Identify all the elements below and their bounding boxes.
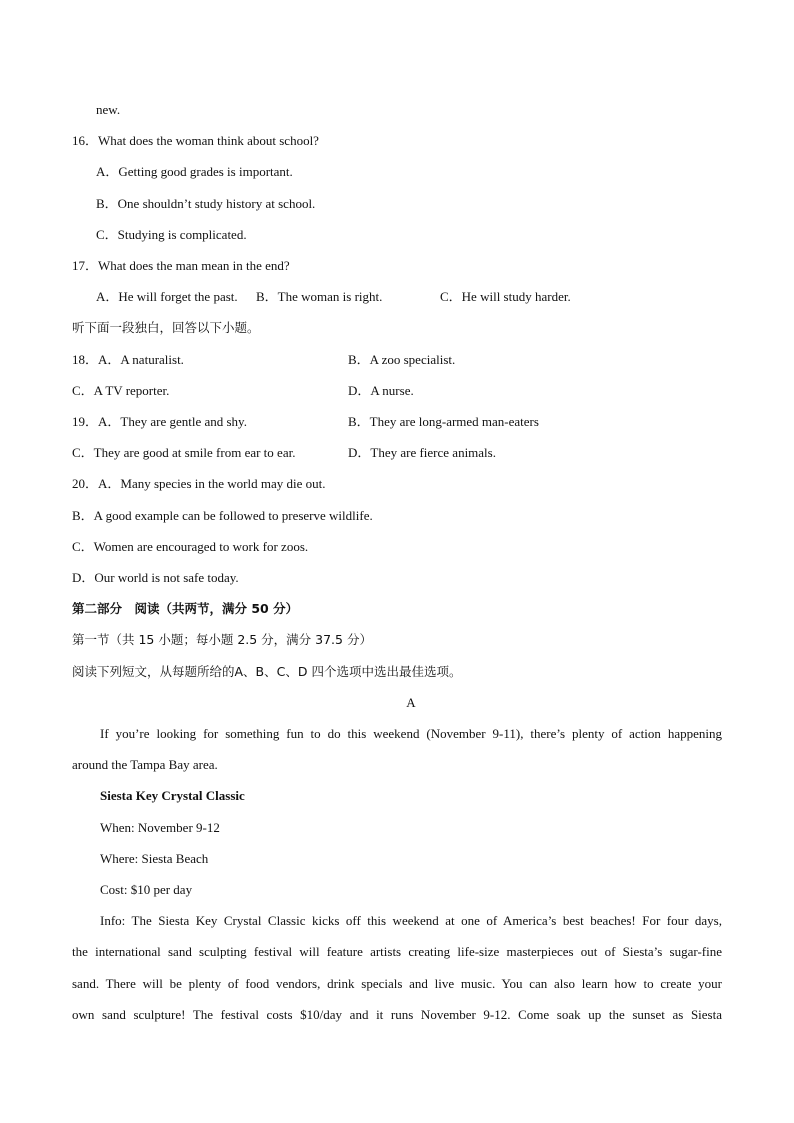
option-18c: C．A TV reporter.: [72, 383, 170, 398]
option-19c: C．They are good at smile from ear to ear.: [72, 445, 296, 460]
reading-instruction: 阅读下列短文，从每题所给的A、B、C、D 四个选项中选出最佳选项。: [72, 664, 462, 679]
paragraph-line: sand. There will be plenty of food vendors, drink specials and live music. You can also learn how to create your: [72, 976, 722, 991]
option-19a: 19．A．They are gentle and shy.: [72, 414, 247, 429]
part-heading: 第二部分 阅读（共两节，满分 50 分）: [72, 601, 299, 616]
option-17a: A．He will forget the past.: [96, 289, 238, 304]
option-19b: B．They are long-armed man-eaters: [348, 414, 539, 429]
option-20b: B．A good example can be followed to preserve wildlife.: [72, 508, 373, 523]
option-19d: D．They are fierce animals.: [348, 445, 496, 460]
section-heading: 第一节（共 15 小题；每小题 2.5 分，满分 37.5 分）: [72, 632, 372, 647]
event-title: Siesta Key Crystal Classic: [100, 788, 245, 803]
option-17b: B．The woman is right.: [256, 289, 383, 304]
option-20a: 20．A．Many species in the world may die out.: [72, 476, 326, 491]
option-18a: 18．A．A naturalist.: [72, 352, 184, 367]
event-cost: Cost: $10 per day: [100, 882, 193, 897]
paragraph-line: the international sand sculpting festival will feature artists creating life-size masterpieces out of Siesta’s sugar-fine: [72, 944, 722, 959]
option-16c: C．Studying is complicated.: [96, 227, 247, 242]
question-16: 16．What does the woman think about school?: [72, 133, 319, 148]
passage-label: A: [406, 695, 416, 710]
event-where: Where: Siesta Beach: [100, 851, 209, 866]
section-instruction: 听下面一段独白，回答以下小题。: [72, 320, 260, 335]
paragraph-line: own sand sculpture! The festival costs $10/day and it runs November 9-12. Come soak up the sunset as Siesta: [72, 1007, 722, 1022]
question-17: 17．What does the man mean in the end?: [72, 258, 290, 273]
event-when: When: November 9-12: [100, 820, 220, 835]
text-line: new.: [96, 102, 121, 117]
option-20d: D．Our world is not safe today.: [72, 570, 239, 585]
paragraph-line: Info: The Siesta Key Crystal Classic kicks off this weekend at one of America’s best beaches! For four days,: [100, 913, 722, 928]
paragraph-line: around the Tampa Bay area.: [72, 757, 218, 772]
option-20c: C．Women are encouraged to work for zoos.: [72, 539, 309, 554]
option-16a: A．Getting good grades is important.: [96, 164, 293, 179]
option-17c: C．He will study harder.: [440, 289, 571, 304]
option-16b: B．One shouldn’t study history at school.: [96, 196, 316, 211]
option-18b: B．A zoo specialist.: [348, 352, 456, 367]
option-18d: D．A nurse.: [348, 383, 414, 398]
paragraph-line: If you’re looking for something fun to do this weekend (November 9-11), there’s plenty of action happening: [100, 726, 722, 741]
